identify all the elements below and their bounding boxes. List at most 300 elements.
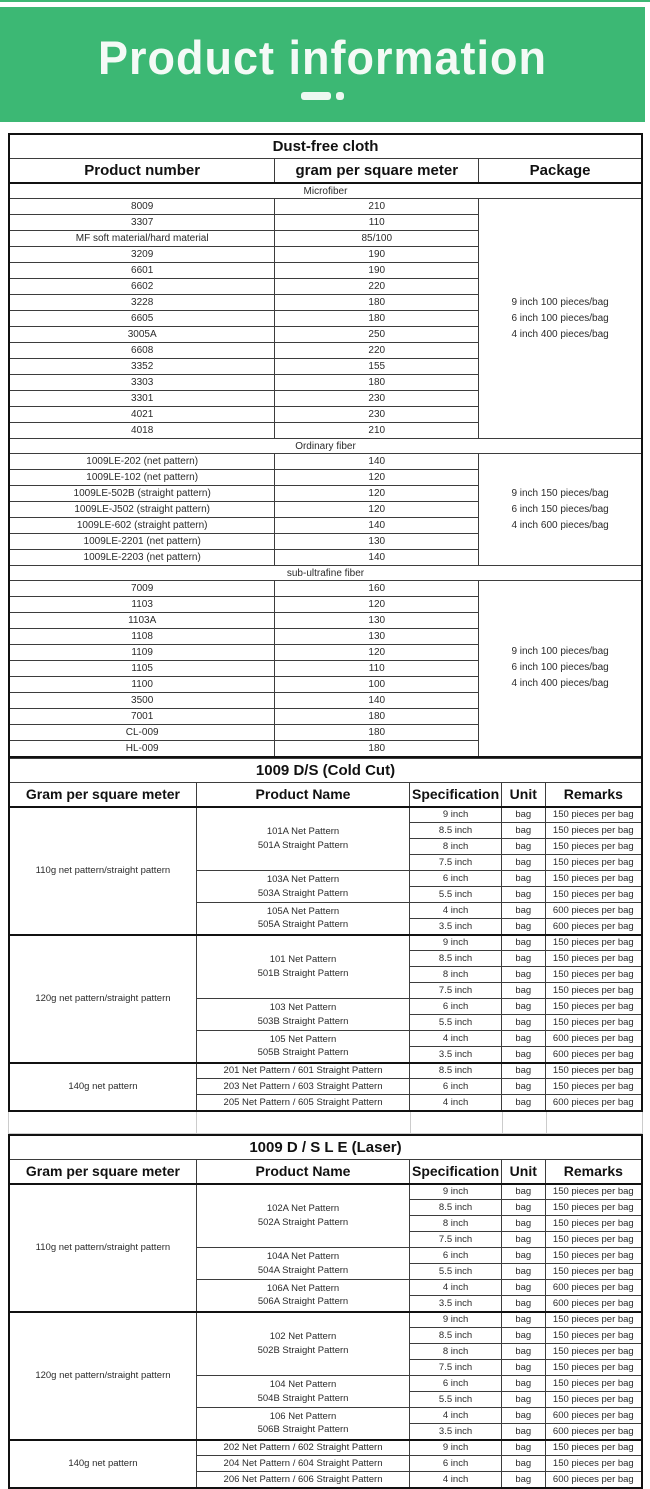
- specification-cell: 8.5 inch: [410, 1063, 502, 1079]
- remarks-cell: 600 pieces per bag: [545, 1047, 642, 1063]
- specification-cell: 7.5 inch: [410, 1360, 502, 1376]
- unit-cell: bag: [501, 1456, 545, 1472]
- spec-table-row: [9, 1440, 642, 1456]
- product-name-line: 502A Straight Pattern: [257, 1216, 349, 1228]
- title-underline: [301, 92, 344, 100]
- package-lines: [511, 486, 608, 534]
- col-header-unit: Unit: [501, 782, 545, 807]
- unit-cell: bag: [501, 999, 545, 1015]
- cold-cut-table-body: [9, 758, 642, 1111]
- product-name-line: 205 Net Pattern / 605 Straight Pattern: [223, 1096, 383, 1108]
- specification-cell: 6 inch: [410, 871, 502, 887]
- col-header-product-number: Product number: [9, 159, 275, 184]
- remarks-cell: 150 pieces per bag: [545, 1184, 642, 1200]
- gram-value-cell: 180: [275, 741, 479, 757]
- specification-cell: 4 inch: [410, 1031, 502, 1047]
- unit-cell: bag: [501, 1280, 545, 1296]
- product-number-cell: CL-009: [9, 725, 275, 741]
- product-name-cell: [196, 1456, 409, 1472]
- gram-value-cell: 250: [275, 327, 479, 343]
- product-name-cell: [196, 935, 409, 999]
- remarks-cell: 150 pieces per bag: [545, 1392, 642, 1408]
- product-name-line: 103A Net Pattern: [266, 874, 340, 886]
- fiber-section-label: Microfiber: [9, 183, 642, 199]
- product-name-line: 505B Straight Pattern: [257, 1047, 349, 1059]
- product-name-line: 203 Net Pattern / 603 Straight Pattern: [223, 1080, 383, 1092]
- package-lines: [511, 644, 608, 692]
- product-number-cell: 6601: [9, 263, 275, 279]
- col-header-unit: Unit: [501, 1159, 545, 1184]
- gram-value-cell: 130: [275, 534, 479, 550]
- laser-table: [8, 1134, 643, 1489]
- product-name-line: 206 Net Pattern / 606 Straight Pattern: [223, 1473, 383, 1485]
- gram-value-cell: 230: [275, 391, 479, 407]
- product-name-cell: [196, 1280, 409, 1312]
- fiber-section-row: [9, 566, 642, 581]
- package-cell: [479, 454, 642, 566]
- product-name-line: 504B Straight Pattern: [257, 1392, 349, 1404]
- col-header-product-name: Product Name: [196, 1159, 409, 1184]
- unit-cell: bag: [501, 807, 545, 823]
- specification-cell: 9 inch: [410, 1184, 502, 1200]
- col-header-gram-per-sqm: Gram per square meter: [9, 1159, 196, 1184]
- specification-cell: 8.5 inch: [410, 1328, 502, 1344]
- gram-group-cell: 120g net pattern/straight pattern: [9, 1312, 196, 1440]
- remarks-cell: 150 pieces per bag: [545, 999, 642, 1015]
- gram-value-cell: 120: [275, 486, 479, 502]
- remarks-cell: 150 pieces per bag: [545, 1376, 642, 1392]
- remarks-cell: 150 pieces per bag: [545, 871, 642, 887]
- gram-value-cell: 155: [275, 359, 479, 375]
- cloth-table-row: [9, 454, 642, 470]
- col-header-gram: gram per square meter: [275, 159, 479, 184]
- column-guide-line: [8, 1112, 9, 1133]
- unit-cell: bag: [501, 919, 545, 935]
- gram-value-cell: 230: [275, 407, 479, 423]
- product-name-cell: [196, 999, 409, 1031]
- unit-cell: bag: [501, 855, 545, 871]
- unit-cell: bag: [501, 1392, 545, 1408]
- specification-cell: 5.5 inch: [410, 1015, 502, 1031]
- specification-cell: 7.5 inch: [410, 1232, 502, 1248]
- product-name-cell: [196, 1312, 409, 1376]
- unit-cell: bag: [501, 1095, 545, 1111]
- specification-cell: 6 inch: [410, 1079, 502, 1095]
- product-name-cell: [196, 1184, 409, 1248]
- between-tables-gap: [8, 1112, 643, 1134]
- gram-value-cell: 210: [275, 423, 479, 439]
- unit-cell: bag: [501, 903, 545, 919]
- product-number-cell: 1103: [9, 597, 275, 613]
- unit-cell: bag: [501, 1047, 545, 1063]
- unit-cell: bag: [501, 1472, 545, 1488]
- product-number-cell: 7009: [9, 581, 275, 597]
- gram-value-cell: 180: [275, 295, 479, 311]
- dust-free-cloth-table: [8, 133, 643, 758]
- specification-cell: 6 inch: [410, 1456, 502, 1472]
- unit-cell: bag: [501, 1248, 545, 1264]
- specification-cell: 8 inch: [410, 1216, 502, 1232]
- product-number-cell: 3307: [9, 215, 275, 231]
- gram-group-cell: 140g net pattern: [9, 1063, 196, 1111]
- spec-table-row: [9, 1184, 642, 1200]
- product-name-cell: [196, 1031, 409, 1063]
- product-name-line: 503A Straight Pattern: [257, 887, 349, 899]
- gram-value-cell: 100: [275, 677, 479, 693]
- gram-value-cell: 130: [275, 629, 479, 645]
- unit-cell: bag: [501, 1200, 545, 1216]
- package-cell: [479, 199, 642, 439]
- remarks-cell: 600 pieces per bag: [545, 919, 642, 935]
- spec-table-row: [9, 935, 642, 951]
- cloth-table-row: [9, 199, 642, 215]
- gram-value-cell: 190: [275, 263, 479, 279]
- product-name-line: 503B Straight Pattern: [257, 1015, 349, 1027]
- laser-title-row: [9, 1135, 642, 1160]
- product-name-line: 105A Net Pattern: [266, 905, 340, 917]
- spec-table-row: [9, 807, 642, 823]
- gram-value-cell: 110: [275, 215, 479, 231]
- gram-value-cell: 110: [275, 661, 479, 677]
- gram-value-cell: 140: [275, 518, 479, 534]
- gram-value-cell: 190: [275, 247, 479, 263]
- unit-cell: bag: [501, 983, 545, 999]
- product-name-cell: [196, 903, 409, 935]
- col-header-remarks: Remarks: [545, 1159, 642, 1184]
- unit-cell: bag: [501, 951, 545, 967]
- package-line: 9 inch 100 pieces/bag: [511, 646, 609, 658]
- product-name-line: 501A Straight Pattern: [257, 839, 349, 851]
- column-guide-line: [196, 1112, 197, 1133]
- unit-cell: bag: [501, 1424, 545, 1440]
- specification-cell: 7.5 inch: [410, 983, 502, 999]
- product-number-cell: 1103A: [9, 613, 275, 629]
- remarks-cell: 600 pieces per bag: [545, 1424, 642, 1440]
- unit-cell: bag: [501, 1440, 545, 1456]
- remarks-cell: 150 pieces per bag: [545, 983, 642, 999]
- unit-cell: bag: [501, 1015, 545, 1031]
- specification-cell: 7.5 inch: [410, 855, 502, 871]
- cloth-table-title-row: [9, 134, 642, 159]
- specification-cell: 9 inch: [410, 1440, 502, 1456]
- product-name-line: 102 Net Pattern: [269, 1331, 337, 1343]
- top-accent-line: [0, 0, 650, 2]
- unit-cell: bag: [501, 1376, 545, 1392]
- product-number-cell: 1009LE-502B (straight pattern): [9, 486, 275, 502]
- unit-cell: bag: [501, 1408, 545, 1424]
- product-number-cell: 3352: [9, 359, 275, 375]
- col-header-remarks: Remarks: [545, 782, 642, 807]
- unit-cell: bag: [501, 823, 545, 839]
- cold-cut-header-row: [9, 782, 642, 807]
- specification-cell: 6 inch: [410, 1248, 502, 1264]
- gram-value-cell: 220: [275, 279, 479, 295]
- product-name-line: 102A Net Pattern: [266, 1203, 340, 1215]
- product-name-cell: [196, 1376, 409, 1408]
- product-number-cell: 1009LE-102 (net pattern): [9, 470, 275, 486]
- remarks-cell: 150 pieces per bag: [545, 1440, 642, 1456]
- product-number-cell: 3303: [9, 375, 275, 391]
- cloth-table-row: [9, 581, 642, 597]
- specification-cell: 6 inch: [410, 1376, 502, 1392]
- product-number-cell: 3500: [9, 693, 275, 709]
- specification-cell: 3.5 inch: [410, 1047, 502, 1063]
- gram-value-cell: 140: [275, 693, 479, 709]
- unit-cell: bag: [501, 871, 545, 887]
- remarks-cell: 150 pieces per bag: [545, 1360, 642, 1376]
- product-number-cell: MF soft material/hard material: [9, 231, 275, 247]
- product-number-cell: 6605: [9, 311, 275, 327]
- gram-group-cell: 140g net pattern: [9, 1440, 196, 1488]
- product-name-line: 506A Straight Pattern: [257, 1296, 349, 1308]
- unit-cell: bag: [501, 1063, 545, 1079]
- unit-cell: bag: [501, 887, 545, 903]
- product-name-line: 202 Net Pattern / 602 Straight Pattern: [223, 1442, 383, 1454]
- package-line: 6 inch 150 pieces/bag: [511, 503, 609, 515]
- product-name-line: 101 Net Pattern: [269, 954, 337, 966]
- product-number-cell: 6608: [9, 343, 275, 359]
- remarks-cell: 600 pieces per bag: [545, 903, 642, 919]
- gram-value-cell: 160: [275, 581, 479, 597]
- specification-cell: 9 inch: [410, 807, 502, 823]
- specification-cell: 4 inch: [410, 1408, 502, 1424]
- gram-value-cell: 140: [275, 550, 479, 566]
- product-number-cell: 1009LE-2201 (net pattern): [9, 534, 275, 550]
- product-number-cell: 3209: [9, 247, 275, 263]
- product-number-cell: 3228: [9, 295, 275, 311]
- fiber-section-label: Ordinary fiber: [9, 439, 642, 454]
- remarks-cell: 600 pieces per bag: [545, 1408, 642, 1424]
- gram-group-cell: 110g net pattern/straight pattern: [9, 1184, 196, 1312]
- product-sheet: [8, 133, 643, 1112]
- specification-cell: 9 inch: [410, 935, 502, 951]
- remarks-cell: 600 pieces per bag: [545, 1296, 642, 1312]
- col-header-gram-per-sqm: Gram per square meter: [9, 782, 196, 807]
- product-name-line: 501B Straight Pattern: [257, 967, 349, 979]
- product-name-cell: [196, 1248, 409, 1280]
- specification-cell: 6 inch: [410, 999, 502, 1015]
- cold-cut-table: [8, 758, 643, 1112]
- underline-dash-icon: [301, 92, 331, 100]
- gram-value-cell: 120: [275, 597, 479, 613]
- unit-cell: bag: [501, 1232, 545, 1248]
- package-line: 6 inch 100 pieces/bag: [511, 662, 609, 674]
- product-name-line: 506B Straight Pattern: [257, 1424, 349, 1436]
- gram-value-cell: 180: [275, 375, 479, 391]
- unit-cell: bag: [501, 1296, 545, 1312]
- specification-cell: 4 inch: [410, 1280, 502, 1296]
- remarks-cell: 150 pieces per bag: [545, 1248, 642, 1264]
- package-line: 9 inch 100 pieces/bag: [511, 296, 609, 308]
- remarks-cell: 150 pieces per bag: [545, 1328, 642, 1344]
- package-line: 4 inch 400 pieces/bag: [511, 328, 609, 340]
- specification-cell: 4 inch: [410, 903, 502, 919]
- remarks-cell: 150 pieces per bag: [545, 1200, 642, 1216]
- product-name-line: 204 Net Pattern / 604 Straight Pattern: [223, 1457, 383, 1469]
- spec-table-row: [9, 1312, 642, 1328]
- remarks-cell: 150 pieces per bag: [545, 1015, 642, 1031]
- unit-cell: bag: [501, 1079, 545, 1095]
- specification-cell: 4 inch: [410, 1095, 502, 1111]
- column-guide-line: [546, 1112, 547, 1133]
- col-header-specification: Specification: [410, 782, 502, 807]
- gram-value-cell: 180: [275, 311, 479, 327]
- product-name-line: 104 Net Pattern: [269, 1379, 337, 1391]
- product-name-cell: [196, 1079, 409, 1095]
- package-line: 9 inch 150 pieces/bag: [511, 487, 609, 499]
- laser-title: 1009 D / S L E (Laser): [9, 1135, 642, 1160]
- product-name-line: 201 Net Pattern / 601 Straight Pattern: [223, 1065, 383, 1077]
- remarks-cell: 150 pieces per bag: [545, 839, 642, 855]
- gram-value-cell: 130: [275, 613, 479, 629]
- unit-cell: bag: [501, 1344, 545, 1360]
- remarks-cell: 150 pieces per bag: [545, 935, 642, 951]
- cold-cut-title-row: [9, 758, 642, 782]
- product-number-cell: 3005A: [9, 327, 275, 343]
- gram-value-cell: 220: [275, 343, 479, 359]
- product-name-cell: [196, 1063, 409, 1079]
- remarks-cell: 150 pieces per bag: [545, 823, 642, 839]
- gram-value-cell: 180: [275, 709, 479, 725]
- specification-cell: 3.5 inch: [410, 919, 502, 935]
- gram-value-cell: 120: [275, 645, 479, 661]
- laser-header-row: [9, 1159, 642, 1184]
- fiber-section-row: [9, 439, 642, 454]
- remarks-cell: 150 pieces per bag: [545, 855, 642, 871]
- remarks-cell: 150 pieces per bag: [545, 887, 642, 903]
- remarks-cell: 150 pieces per bag: [545, 1264, 642, 1280]
- package-line: 4 inch 600 pieces/bag: [511, 519, 609, 531]
- gram-value-cell: 180: [275, 725, 479, 741]
- specification-cell: 8 inch: [410, 967, 502, 983]
- product-number-cell: 1009LE-602 (straight pattern): [9, 518, 275, 534]
- underline-dot-icon: [336, 92, 344, 100]
- column-guide-line: [410, 1112, 411, 1133]
- specification-cell: 5.5 inch: [410, 887, 502, 903]
- unit-cell: bag: [501, 1328, 545, 1344]
- specification-cell: 3.5 inch: [410, 1296, 502, 1312]
- product-number-cell: 4021: [9, 407, 275, 423]
- package-lines: [511, 295, 608, 343]
- product-number-cell: HL-009: [9, 741, 275, 757]
- remarks-cell: 150 pieces per bag: [545, 1232, 642, 1248]
- column-guide-line: [502, 1112, 503, 1133]
- product-number-cell: 1009LE-J502 (straight pattern): [9, 502, 275, 518]
- fiber-section-label: sub-ultrafine fiber: [9, 566, 642, 581]
- product-number-cell: 1009LE-2203 (net pattern): [9, 550, 275, 566]
- product-number-cell: 1108: [9, 629, 275, 645]
- unit-cell: bag: [501, 1184, 545, 1200]
- product-name-cell: [196, 1472, 409, 1488]
- product-name-line: 502B Straight Pattern: [257, 1344, 349, 1356]
- remarks-cell: 150 pieces per bag: [545, 1216, 642, 1232]
- header-banner: [0, 7, 645, 122]
- gram-value-cell: 120: [275, 502, 479, 518]
- column-guide-line: [642, 1112, 643, 1133]
- unit-cell: bag: [501, 1216, 545, 1232]
- remarks-cell: 600 pieces per bag: [545, 1095, 642, 1111]
- specification-cell: 8.5 inch: [410, 823, 502, 839]
- cloth-table-header-row: [9, 159, 642, 184]
- remarks-cell: 150 pieces per bag: [545, 1312, 642, 1328]
- gram-value-cell: 120: [275, 470, 479, 486]
- product-name-line: 106A Net Pattern: [266, 1282, 340, 1294]
- product-name-line: 103 Net Pattern: [269, 1002, 337, 1014]
- product-number-cell: 7001: [9, 709, 275, 725]
- product-number-cell: 8009: [9, 199, 275, 215]
- product-name-cell: [196, 1440, 409, 1456]
- remarks-cell: 150 pieces per bag: [545, 1063, 642, 1079]
- gram-value-cell: 210: [275, 199, 479, 215]
- product-name-line: 505A Straight Pattern: [257, 919, 349, 931]
- product-name-line: 504A Straight Pattern: [257, 1264, 349, 1276]
- specification-cell: 8 inch: [410, 839, 502, 855]
- cloth-table-title: Dust-free cloth: [9, 134, 642, 159]
- col-header-product-name: Product Name: [196, 782, 409, 807]
- fiber-section-row: [9, 183, 642, 199]
- remarks-cell: 150 pieces per bag: [545, 1456, 642, 1472]
- product-number-cell: 6602: [9, 279, 275, 295]
- specification-cell: 5.5 inch: [410, 1392, 502, 1408]
- remarks-cell: 600 pieces per bag: [545, 1472, 642, 1488]
- product-name-line: 106 Net Pattern: [269, 1410, 337, 1422]
- product-number-cell: 1100: [9, 677, 275, 693]
- gram-group-cell: 110g net pattern/straight pattern: [9, 807, 196, 935]
- unit-cell: bag: [501, 1312, 545, 1328]
- specification-cell: 8.5 inch: [410, 951, 502, 967]
- specification-cell: 8.5 inch: [410, 1200, 502, 1216]
- remarks-cell: 150 pieces per bag: [545, 1079, 642, 1095]
- unit-cell: bag: [501, 1264, 545, 1280]
- remarks-cell: 150 pieces per bag: [545, 967, 642, 983]
- specification-cell: 5.5 inch: [410, 1264, 502, 1280]
- product-name-cell: [196, 1408, 409, 1440]
- page-title: Product information: [98, 30, 547, 85]
- spec-table-row: [9, 1063, 642, 1079]
- remarks-cell: 600 pieces per bag: [545, 1031, 642, 1047]
- product-name-line: 101A Net Pattern: [266, 826, 340, 838]
- unit-cell: bag: [501, 839, 545, 855]
- unit-cell: bag: [501, 935, 545, 951]
- specification-cell: 4 inch: [410, 1472, 502, 1488]
- package-cell: [479, 581, 642, 757]
- product-name-cell: [196, 807, 409, 871]
- remarks-cell: 600 pieces per bag: [545, 1280, 642, 1296]
- product-name-cell: [196, 871, 409, 903]
- gram-group-cell: 120g net pattern/straight pattern: [9, 935, 196, 1063]
- product-name-line: 104A Net Pattern: [266, 1251, 340, 1263]
- product-number-cell: 1109: [9, 645, 275, 661]
- col-header-package: Package: [479, 159, 642, 184]
- product-number-cell: 1105: [9, 661, 275, 677]
- col-header-specification: Specification: [410, 1159, 502, 1184]
- unit-cell: bag: [501, 1031, 545, 1047]
- unit-cell: bag: [501, 1360, 545, 1376]
- gram-value-cell: 140: [275, 454, 479, 470]
- package-line: 4 inch 400 pieces/bag: [511, 678, 609, 690]
- remarks-cell: 150 pieces per bag: [545, 1344, 642, 1360]
- specification-cell: 9 inch: [410, 1312, 502, 1328]
- remarks-cell: 150 pieces per bag: [545, 807, 642, 823]
- product-number-cell: 1009LE-202 (net pattern): [9, 454, 275, 470]
- specification-cell: 3.5 inch: [410, 1424, 502, 1440]
- cold-cut-title: 1009 D/S (Cold Cut): [9, 758, 642, 782]
- specification-cell: 8 inch: [410, 1344, 502, 1360]
- product-number-cell: 4018: [9, 423, 275, 439]
- product-name-line: 105 Net Pattern: [269, 1033, 337, 1045]
- product-name-cell: [196, 1095, 409, 1111]
- package-line: 6 inch 100 pieces/bag: [511, 312, 609, 324]
